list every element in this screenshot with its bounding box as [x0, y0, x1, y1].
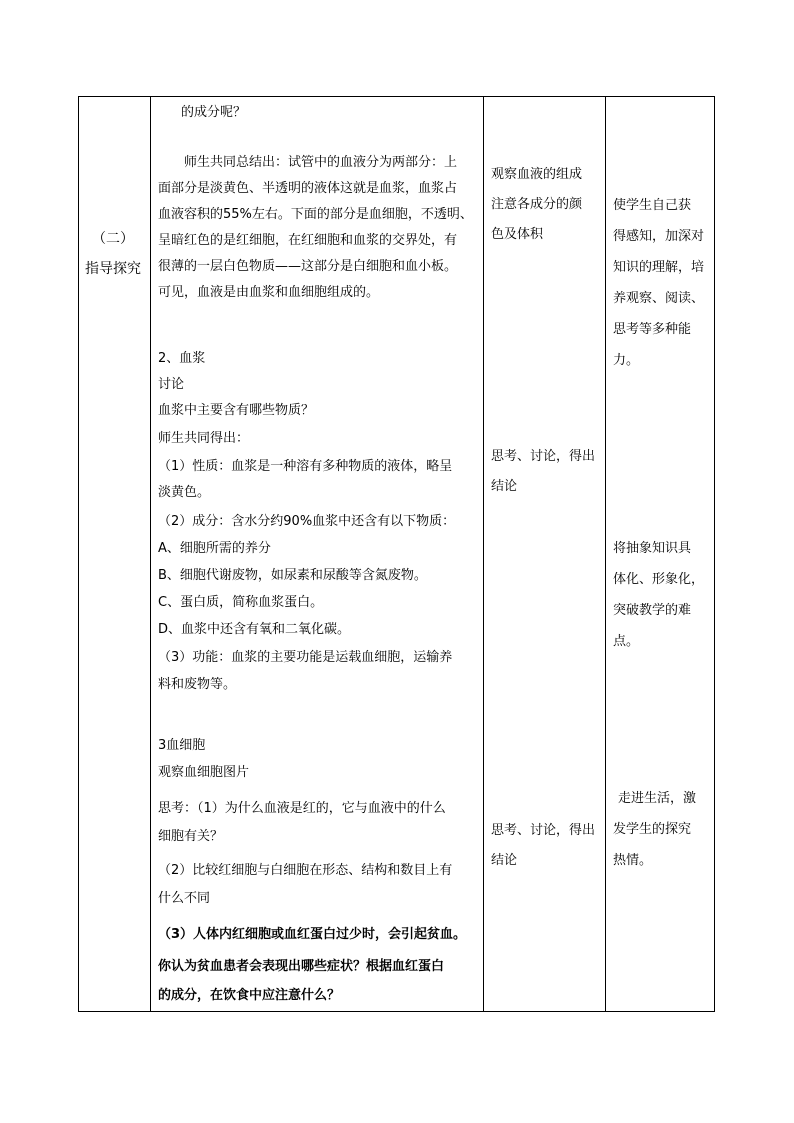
section-name: 指导探究 — [85, 261, 141, 277]
anemia-question-line: （3）人体内红细胞或血红蛋白过少时，会引起贫血。 — [158, 927, 467, 942]
lesson-table — [78, 96, 715, 1012]
intent-line: 力。 — [613, 353, 640, 368]
plasma-line: （1）性质：血浆是一种溶有多种物质的液体，略呈 — [158, 459, 453, 474]
table-right-border — [714, 96, 715, 1012]
plasma-line: （2）成分：含水分约90%血浆中还含有以下物质： — [158, 514, 456, 529]
column-divider-2 — [483, 96, 484, 1012]
teacher-summary-line: 呈暗红色的是红细胞，在红细胞和血浆的交界处，有 — [158, 233, 458, 248]
blood-cell-line: （2）比较红细胞与白细胞在形态、结构和数目上有 — [158, 863, 453, 878]
section-number: （二） — [92, 231, 134, 247]
teacher-summary-line: 很薄的一层白色物质——这部分是白细胞和血小板。 — [158, 259, 458, 274]
column-divider-3 — [605, 96, 606, 1012]
student-activity-line: 结论 — [491, 479, 518, 494]
intent-line: 突破教学的难 — [613, 603, 692, 618]
teacher-summary-line: 血液容积的55%左右。下面的部分是血细胞，不透明、 — [158, 207, 473, 222]
student-activity-line: 思考、讨论，得出 — [491, 449, 596, 464]
plasma-line: A、细胞所需的养分 — [158, 541, 271, 556]
student-activity-line: 观察血液的组成 — [491, 167, 583, 182]
intent-line: 点。 — [613, 634, 640, 649]
table-top-border — [78, 96, 715, 97]
intent-line: 发学生的探究 — [613, 822, 692, 837]
teacher-intro-line: 的成分呢？ — [181, 105, 247, 120]
intent-line: 体化、形象化， — [613, 572, 705, 587]
intent-line: 得感知，加深对 — [613, 229, 705, 244]
teacher-summary-line: 可见，血液是由血浆和血细胞组成的。 — [158, 285, 380, 300]
anemia-question-line: 你认为贫血患者会表现出哪些症状？根据血红蛋白 — [158, 959, 445, 974]
intent-line: 走进生活，激 — [618, 791, 697, 806]
blood-cell-line: 观察血细胞图片 — [158, 765, 250, 780]
plasma-line: 料和废物等。 — [158, 677, 237, 692]
intent-line: 知识的理解，培 — [613, 260, 705, 275]
student-activity-line: 注意各成分的颜 — [491, 197, 583, 212]
plasma-line: C、蛋白质，简称血浆蛋白。 — [158, 595, 324, 610]
blood-cell-line: 什么不同 — [158, 891, 211, 906]
intent-line: 养观察、阅读、 — [613, 291, 705, 306]
intent-line: 思考等多种能 — [613, 322, 692, 337]
student-activity-line: 思考、讨论，得出 — [491, 823, 596, 838]
plasma-line: （3）功能：血浆的主要功能是运载血细胞，运输养 — [158, 650, 453, 665]
plasma-heading: 2、血浆 — [158, 351, 206, 366]
plasma-line: D、血浆中还含有氧和二氧化碳。 — [158, 622, 351, 637]
intent-line: 将抽象知识具 — [613, 541, 692, 556]
plasma-line: B、细胞代谢废物，如尿素和尿酸等含氮废物。 — [158, 568, 427, 583]
intent-line: 使学生自己获 — [613, 198, 692, 213]
plasma-line: 淡黄色。 — [158, 485, 211, 500]
anemia-question-line: 的成分，在饮食中应注意什么？ — [158, 988, 341, 1003]
plasma-line: 师生共同得出： — [158, 431, 250, 446]
plasma-line: 血浆中主要含有哪些物质？ — [158, 403, 315, 418]
blood-cell-line: 思考：（1）为什么血液是红的，它与血液中的什么 — [158, 801, 446, 816]
student-activity-line: 结论 — [491, 853, 518, 868]
teacher-summary-line: 师生共同总结出：试管中的血液分为两部分：上 — [184, 155, 458, 170]
intent-line: 热情。 — [613, 853, 653, 868]
table-bottom-border — [78, 1011, 715, 1012]
blood-cell-line: 细胞有关？ — [158, 829, 224, 844]
teacher-summary-line: 面部分是淡黄色、半透明的液体这就是血浆，血浆占 — [158, 181, 458, 196]
student-activity-line: 色及体积 — [491, 227, 544, 242]
table-left-border — [78, 96, 79, 1012]
column-divider-1 — [150, 96, 151, 1012]
blood-cell-heading: 3血细胞 — [158, 738, 206, 753]
plasma-line: 讨论 — [158, 377, 185, 392]
